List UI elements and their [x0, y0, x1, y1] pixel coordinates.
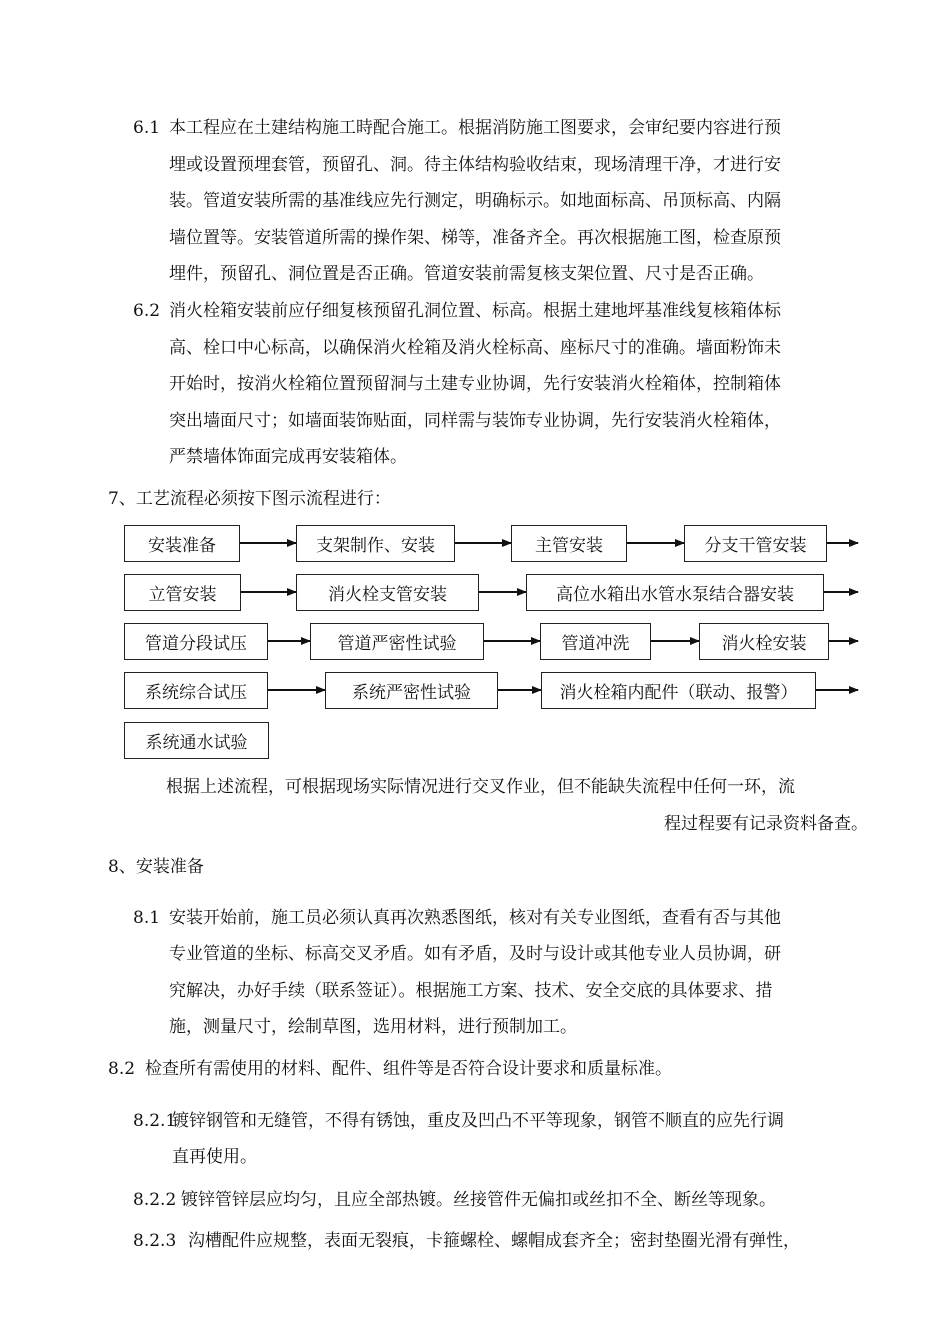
item-8-2-text: 检查所有需使用的材料、配件、组件等是否符合设计要求和质量标准。	[145, 1059, 672, 1079]
item-8-2-2-text: 镀锌管锌层应均匀，且应全部热镀。丝接管件无偏扣或丝扣不全、断丝等现象。	[181, 1190, 776, 1210]
flow-box-branch-pipe: 分支干管安装	[684, 525, 827, 562]
flow-box-riser: 立管安装	[124, 574, 241, 611]
item-6-2-number: 6.2	[133, 301, 161, 321]
item-6-2-line-5: 严禁墙体饰面完成再安装箱体。	[169, 447, 407, 467]
item-8-2-1-number: 8.2.1	[133, 1111, 177, 1131]
item-6-2-line-4: 突出墙面尺寸；如墙面装饰贴面，同样需与装饰专业协调，先行安装消火栓箱体，	[169, 411, 781, 431]
item-6-1-line-4: 墙位置等。安装管道所需的操作架、梯等，准备齐全。再次根据施工图，检查原预	[169, 228, 781, 248]
item-6-2-line-1: 消火栓箱安装前应仔细复核预留孔洞位置、标高。根据土建地坪基准线复核箱体标	[169, 301, 781, 321]
flow-box-pipe-flush: 管道冲洗	[540, 623, 651, 660]
item-8-2-1-line-2: 直再使用。	[172, 1147, 257, 1167]
item-8-2-1-line-1: 镀锌钢管和无缝管，不得有锈蚀，重皮及凹凸不平等现象，钢管不顺直的应先行调	[172, 1111, 784, 1131]
flow-box-cabinet-fittings: 消火栓箱内配件（联动、报警）	[541, 672, 816, 709]
flow-box-bracket-make: 支架制作、安装	[296, 525, 455, 562]
flow-box-system-pressure: 系统综合试压	[124, 672, 268, 709]
item-8-1-line-2: 专业管道的坐标、标高交叉矛盾。如有矛盾，及时与设计或其他专业人员协调，研	[169, 944, 781, 964]
item-6-1-line-3: 装。管道安装所需的基准线应先行测定，明确标示。如地面标高、吊顶标高、内隔	[169, 191, 781, 211]
item-6-1-line-1: 本工程应在土建结构施工時配合施工。根据消防施工图要求，会审纪要内容进行预	[169, 118, 781, 138]
flow-note-line-2: 程过程要有记录资料备查。	[664, 814, 868, 834]
item-8-1-line-3: 究解决，办好手续（联系签证）。根据施工方案、技术、安全交底的具体要求、措	[169, 981, 773, 1001]
flow-box-hydrant-install: 消火栓安装	[699, 623, 829, 660]
item-6-1-line-5: 埋件，预留孔、洞位置是否正确。管道安装前需复核支架位置、尺寸是否正确。	[169, 264, 764, 284]
item-8-2-2-number: 8.2.2	[133, 1190, 177, 1210]
item-6-2-line-3: 开始时，按消火栓箱位置预留洞与土建专业协调，先行安装消火栓箱体，控制箱体	[169, 374, 781, 394]
section-8-heading: 8、安装准备	[108, 857, 204, 877]
flow-box-tank-outlet: 高位水箱出水管水泵结合器安装	[526, 574, 824, 611]
flow-box-section-pressure: 管道分段试压	[124, 623, 268, 660]
flow-box-system-tightness: 系统严密性试验	[325, 672, 498, 709]
flow-box-install-prep: 安装准备	[124, 525, 240, 562]
item-6-2-line-2: 高、栓口中心标高，以确保消火栓箱及消火栓标高、座标尺寸的准确。墙面粉饰未	[169, 338, 781, 358]
item-8-1-line-1: 安装开始前，施工员必须认真再次熟悉图纸，核对有关专业图纸，查看有否与其他	[169, 908, 781, 928]
item-8-2-number: 8.2	[108, 1059, 136, 1079]
flow-box-main-pipe: 主管安装	[511, 525, 627, 562]
item-6-1-number: 6.1	[133, 118, 161, 138]
item-8-2-3-text: 沟槽配件应规整，表面无裂痕，卡箍螺栓、螺帽成套齐全；密封垫圈光滑有弹性，	[188, 1231, 800, 1251]
flow-box-hydrant-branch: 消火栓支管安装	[296, 574, 479, 611]
item-8-2-3-number: 8.2.3	[133, 1231, 177, 1251]
item-6-1-line-2: 埋或设置预埋套管，预留孔、洞。待主体结构验收结束，现场清理干净，才进行安	[169, 155, 781, 175]
flow-box-pipe-tightness: 管道严密性试验	[310, 623, 484, 660]
flow-note-line-1: 根据上述流程，可根据现场实际情况进行交叉作业，但不能缺失流程中任何一环，流	[166, 777, 795, 797]
section-7-heading: 7、工艺流程必须按下图示流程进行：	[108, 489, 391, 509]
item-8-1-number: 8.1	[133, 908, 161, 928]
flow-box-water-test: 系统通水试验	[124, 722, 269, 759]
item-8-1-line-4: 施，测量尺寸，绘制草图，选用材料，进行预制加工。	[169, 1017, 577, 1037]
